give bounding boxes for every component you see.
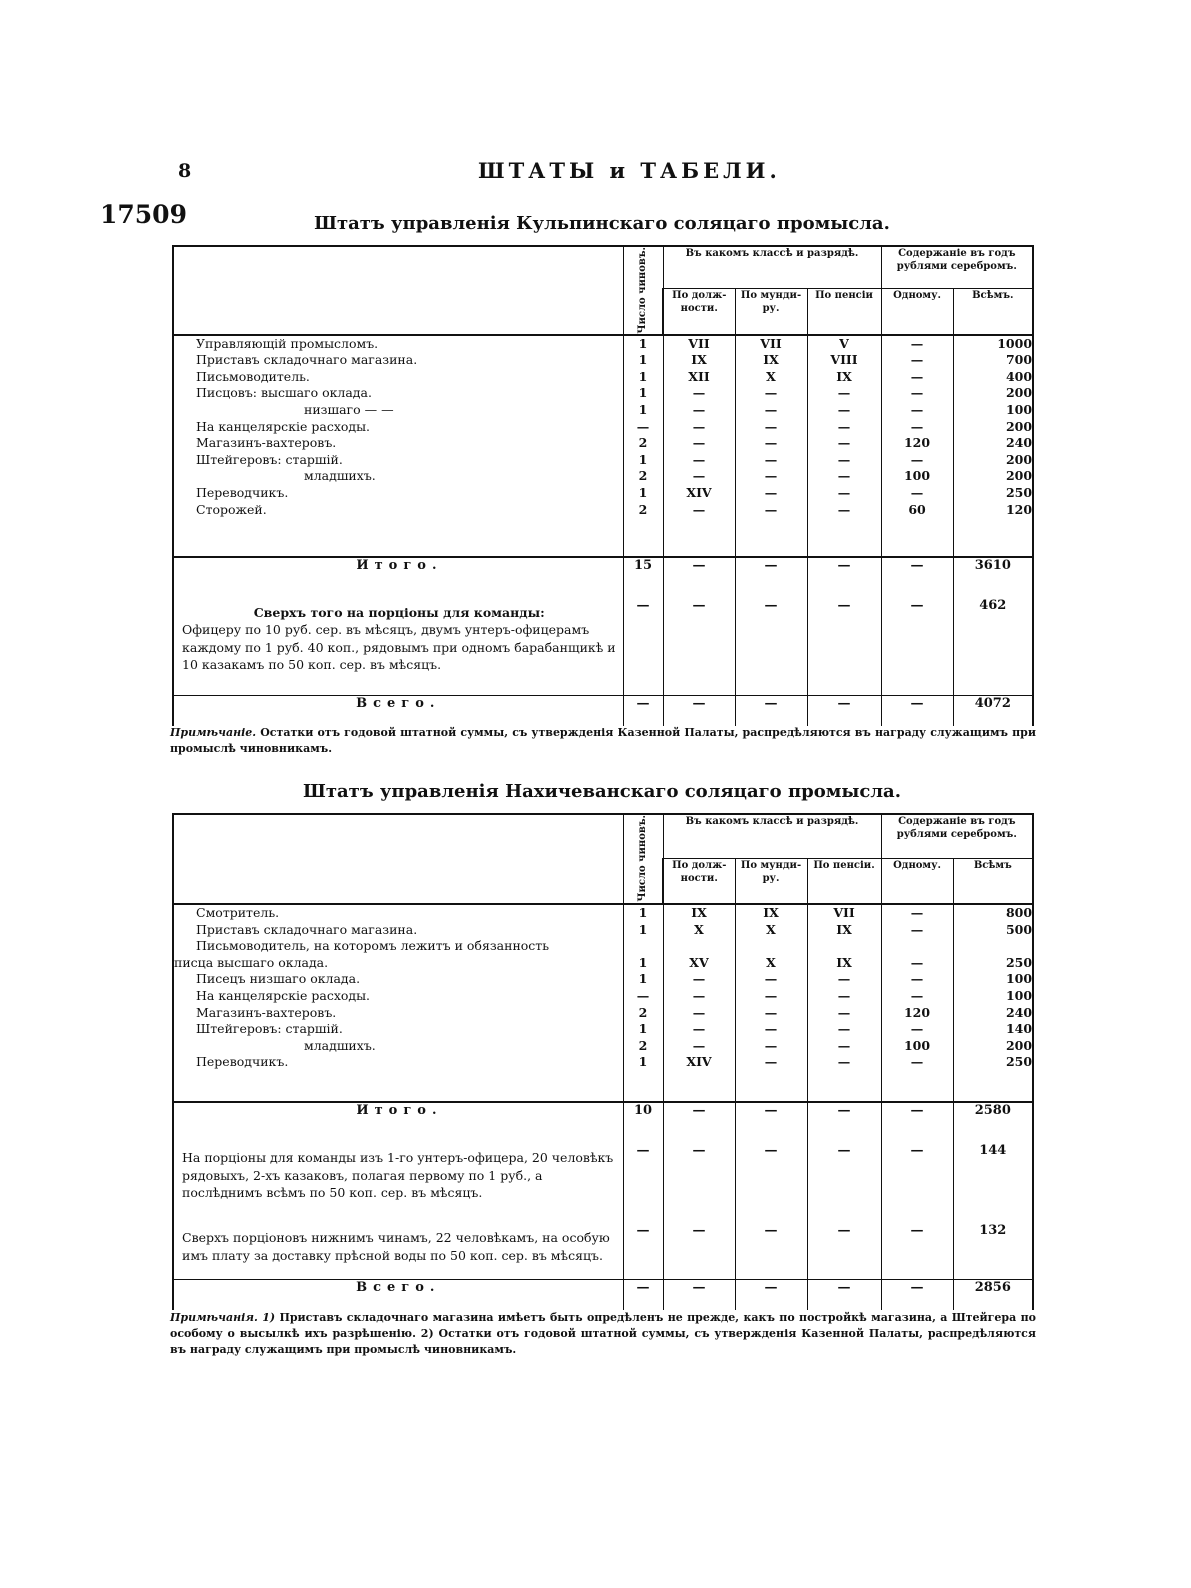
table-cell: — [837,501,851,517]
note-2-label: Примѣчанія. 1) [170,1311,276,1324]
table-cell: 120 [1005,501,1033,517]
table-cell: — [692,435,706,451]
table-cell: — [910,1054,924,1070]
table-cell: 1 [638,368,648,384]
table-cell: — [837,1021,851,1037]
table-cell: 200 [1005,418,1033,434]
extra-heading: Сверхъ того на порціоны для команды: [253,604,545,620]
header-salary-group: Содержаніе въ годъ рублями серебромъ. [881,246,1033,288]
table-cell: — [910,418,924,434]
header-total: Всѣмъ [953,858,1033,904]
header-by-position: По долж-ности. [663,858,735,904]
extra-2-uni: — [735,1223,807,1279]
note-1-text: Остатки отъ годовой штатной суммы, съ утвержденія Казенной Палаты, распредѣляются въ награду служащимъ при промыслѣ чиновникамъ. [170,726,1036,755]
header-total: Всѣмъ. [953,288,1033,334]
table-cell: 400 [1005,368,1033,384]
table-cell: — [837,987,851,1003]
table-cell: — [692,385,706,401]
table-cell: Переводчикъ. [196,1054,289,1070]
itogo-pos: — [663,1102,735,1143]
table-cell: — [692,1004,706,1020]
header-count: Число чиновъ. [623,246,663,335]
table-cell: — [764,1037,778,1053]
table-cell: Письмоводитель. [196,368,310,384]
table-cell: — [910,352,924,368]
vsego-uni: — [735,696,807,727]
vsego-all: 2856 [953,1279,1033,1310]
itogo-pos: — [663,557,735,598]
vsego-label: Всего. [173,696,623,727]
table-title: Штатъ управленія Нахичеванскаго соляцаго промысла. [303,781,901,802]
table-cell: 2 [638,435,648,451]
table-cell: Сторожей. [196,501,267,517]
itogo-uni: — [735,1102,807,1143]
table-cell: Штейгеровъ: старшій. [196,1021,343,1037]
table-cell: XIV [686,1054,712,1070]
table-cell: 240 [1005,435,1033,451]
note-2-text: Приставъ складочнаго магазина имѣетъ быть опредѣленъ не прежде, какъ по постройкѣ магазина, а Штейгера по особому о высылкѣ ихъ разрѣшенію. 2) Остатки отъ годовой штатной суммы, съ утвержденія Казенной Палаты, распредѣляются въ награду служащимъ при промыслѣ чиновникамъ. [170,1311,1036,1356]
table-cell: V [839,335,849,351]
note-1-label: Примѣчаніе. [170,726,257,739]
extra-2-text: Сверхъ порціоновъ нижнимъ чинамъ, 22 человѣкамъ, на особую имъ плату за доставку прѣсной воды по 50 коп. сер. въ мѣсяцъ. [173,1223,623,1279]
table-cell [882,938,953,955]
table-cell: 140 [1005,1021,1033,1037]
itogo-label: Итого. [173,557,623,598]
table-cell: — [764,971,778,987]
itogo-pen: — [807,557,881,598]
table-cell: 250 [1005,1054,1033,1070]
table-cell: 1 [638,485,648,501]
table-cell: — [837,485,851,501]
table-cell: — [764,1021,778,1037]
table-cell: — [692,501,706,517]
table-cell: — [692,1021,706,1037]
extra-row-1 [173,1143,1033,1223]
staff-grid [172,245,1034,726]
table-cell: — [910,368,924,384]
table-cell: 1 [638,905,648,920]
table-cell: 120 [903,435,931,451]
table-cell: 200 [1005,385,1033,401]
table-cell: 500 [1005,921,1033,937]
itogo-count: 15 [623,557,663,598]
table-cell: 2 [638,501,648,517]
table-cell: На канцелярскіе расходы. [196,418,371,434]
table-cell: X [766,368,776,384]
extra-1-one: — [881,1143,953,1223]
table-cell: младшихъ. [304,468,376,484]
itogo-row [173,557,1033,598]
row-class-uniform [735,335,807,557]
table-cell: 1 [638,1021,648,1037]
table-cell: Писецъ низшаго оклада. [196,971,361,987]
header-class-group: Въ какомъ классѣ и разрядѣ. [663,246,881,288]
table-cell: — [692,402,706,418]
table-cell: 100 [1005,402,1033,418]
vsego-pos: — [663,696,735,727]
table-cell: — [764,1054,778,1070]
table-cell: — [692,971,706,987]
table-cell [624,938,663,955]
table-cell: 1 [638,971,648,987]
vsego-count: — [623,1279,663,1310]
table-cell: IX [836,921,852,937]
table-cell: IX [836,954,852,970]
table-cell: IX [836,368,852,384]
header-by-pension: По пенсіи. [807,858,881,904]
table-cell: — [764,402,778,418]
table-cell: — [837,451,851,467]
table-cell: — [837,468,851,484]
table-cell: — [764,435,778,451]
table-cell [808,938,881,955]
extra-all: 462 [953,598,1033,696]
table-cell: Магазинъ-вахтеровъ. [196,1004,337,1020]
vsego-uni: — [735,1279,807,1310]
table-cell: — [910,987,924,1003]
table-cell: 1000 [997,335,1033,351]
extra-1-pos: — [663,1143,735,1223]
vsego-pen: — [807,1279,881,1310]
header-by-position: По долж-ности. [663,288,735,334]
row-salary-all [953,335,1033,557]
extra-one: — [881,598,953,696]
table-cell: IX [763,352,779,368]
vsego-all: 4072 [953,696,1033,727]
header-salary-group: Содержаніе въ годъ рублями серебромъ. [881,814,1033,858]
table-cell [736,938,807,955]
table-cell: 2 [638,468,648,484]
table-cell: X [766,921,776,937]
header-class-group: Въ какомъ классѣ и разрядѣ. [663,814,881,858]
table-cell: Штейгеровъ: старшій. [196,451,343,467]
table-cell: 1 [638,335,648,351]
table-cell: 700 [1005,352,1033,368]
table-cell: 60 [908,501,926,517]
table-cell: 1 [638,954,648,970]
row-class-uniform [735,904,807,1102]
row-names [173,335,623,557]
table-cell: — [837,1054,851,1070]
table-cell: IX [691,352,707,368]
table-cell: 250 [1005,954,1033,970]
table-cell: Писцовъ: высшаго оклада. [196,385,372,401]
itogo-one: — [881,557,953,598]
table-cell: — [910,335,924,351]
extra-row-2 [173,1223,1033,1279]
table-cell: — [837,385,851,401]
table-cell: — [764,385,778,401]
header-count: Число чиновъ. [623,814,663,904]
extra-row [173,598,1033,696]
header-by-pension: По пенсіи [807,288,881,334]
table-cell: 800 [1005,905,1033,920]
extra-1-pen: — [807,1143,881,1223]
itogo-label: Итого. [173,1102,623,1143]
table-cell [664,938,735,955]
table-cell: 1 [638,352,648,368]
table-cell: — [636,418,650,434]
extra-1-count: — [623,1143,663,1223]
table-cell: — [764,468,778,484]
table-cell: — [636,987,650,1003]
table-cell: 1 [638,402,648,418]
extra-2-one: — [881,1223,953,1279]
table-cell: Управляющій промысломъ. [196,335,379,351]
table-cell: 100 [903,1037,931,1053]
table-cell: — [692,1037,706,1053]
row-class-pension [807,904,881,1102]
row-salary-one [881,335,953,557]
table-cell: X [694,921,704,937]
row-names [173,904,623,1102]
table-cell: Приставъ складочнаго магазина. [196,921,418,937]
row-salary-one [881,904,953,1102]
extra-2-all: 132 [953,1223,1033,1279]
staff-grid [172,813,1034,1310]
table-cell: — [910,971,924,987]
running-head: ШТАТЫ и ТАБЕЛИ. [478,158,781,183]
extra-pen: — [807,598,881,696]
table-cell: — [837,1004,851,1020]
law-number: 17509 [100,200,187,229]
table-cell: — [910,402,924,418]
table-cell: — [692,418,706,434]
table-cell: IX [763,905,779,920]
table-cell: — [764,485,778,501]
extra-2-count: — [623,1223,663,1279]
table-cell: — [764,987,778,1003]
extra-text [173,598,623,696]
table-cell: X [766,954,776,970]
extra-2-pen: — [807,1223,881,1279]
table-cell: Переводчикъ. [196,485,289,501]
table-cell: 1 [638,451,648,467]
table-cell: — [764,418,778,434]
table-cell: — [910,485,924,501]
table-cell: XIV [686,485,712,501]
table-cell: — [910,921,924,937]
table-cell: низшаго — — [304,402,394,418]
table-cell: XV [689,954,709,970]
table-cell: 1 [638,1054,648,1070]
header-per-one: Одному. [881,858,953,904]
table-cell: писца высшаго оклада. [174,954,329,970]
table-cell: — [692,468,706,484]
itogo-pen: — [807,1102,881,1143]
row-class-position [663,335,735,557]
table-cell: 1 [638,385,648,401]
row-counts [623,335,663,557]
table-cell: VIII [830,352,858,368]
table-cell: Смотритель. [196,905,280,920]
table-cell: 250 [1005,485,1033,501]
table-cell: 200 [1005,468,1033,484]
table-cell: VII [760,335,782,351]
table-cell: — [837,1037,851,1053]
page-number: 8 [178,160,192,182]
itogo-uni: — [735,557,807,598]
itogo-all: 2580 [953,1102,1033,1143]
vsego-pos: — [663,1279,735,1310]
table-title: Штатъ управленія Кульпинскаго соляцаго промысла. [314,213,890,234]
table-cell: — [910,1021,924,1037]
vsego-one: — [881,1279,953,1310]
itogo-one: — [881,1102,953,1143]
table-cell: — [837,435,851,451]
itogo-count: 10 [623,1102,663,1143]
vsego-pen: — [807,696,881,727]
header-by-uniform: По мунди-ру. [735,288,807,334]
table-cell: Письмоводитель, на которомъ лежитъ и обязанность [196,938,550,954]
row-class-position [663,904,735,1102]
table-cell: — [764,451,778,467]
table-cell: На канцелярскіе расходы. [196,987,371,1003]
row-class-pension [807,335,881,557]
table-cell: 200 [1005,1037,1033,1053]
vsego-row [173,1279,1033,1310]
table-cell: IX [691,905,707,920]
extra-count: — [623,598,663,696]
table-cell: — [910,385,924,401]
table-cell: — [837,971,851,987]
table-cell: — [910,954,924,970]
table-cell: VII [833,905,855,920]
table-cell: 2 [638,1037,648,1053]
extra-body: Офицеру по 10 руб. сер. въ мѣсяцъ, двумъ унтеръ-офицерамъ каждому по 1 руб. 40 коп., рядовымъ при одномъ барабанщикѣ и 10 казакамъ по 50 коп. сер. въ мѣсяцъ. [182,622,616,673]
table-cell: — [764,501,778,517]
note-1 [170,725,1036,757]
table-cell: XII [688,368,710,384]
table-cell: 200 [1005,451,1033,467]
itogo-row [173,1102,1033,1143]
table-cell: — [910,451,924,467]
header-by-uniform: По мунди-ру. [735,858,807,904]
note-2 [170,1310,1036,1358]
vsego-row [173,696,1033,727]
table-cell: Магазинъ-вахтеровъ. [196,435,337,451]
vsego-label: Всего. [173,1279,623,1310]
table-cell: — [764,1004,778,1020]
table-cell: — [837,402,851,418]
extra-pos: — [663,598,735,696]
header-blank [173,814,623,904]
table-cell [954,938,1033,955]
extra-1-uni: — [735,1143,807,1223]
table-cell: — [910,905,924,920]
header-blank [173,246,623,335]
table-cell: — [692,451,706,467]
vsego-one: — [881,696,953,727]
table-cell: 240 [1005,1004,1033,1020]
extra-uni: — [735,598,807,696]
row-counts [623,904,663,1102]
header-per-one: Одному. [881,288,953,334]
table-cell: Приставъ складочнаго магазина. [196,352,418,368]
itogo-all: 3610 [953,557,1033,598]
table-cell: 100 [1005,987,1033,1003]
table-cell: 100 [1005,971,1033,987]
table-cell: 120 [903,1004,931,1020]
table-cell: младшихъ. [304,1037,376,1053]
table-cell: 100 [903,468,931,484]
table-cell: 1 [638,921,648,937]
vsego-count: — [623,696,663,727]
extra-2-pos: — [663,1223,735,1279]
extra-1-text: На порціоны для команды изъ 1-го унтеръ-офицера, 20 человѣкъ рядовыхъ, 2-хъ казаковъ, полагая первому по 1 руб., а послѣднимъ всѣмъ по 50 коп. сер. въ мѣсяцъ. [173,1143,623,1223]
extra-1-all: 144 [953,1143,1033,1223]
table-cell: — [692,987,706,1003]
row-salary-all [953,904,1033,1102]
table-cell: VII [688,335,710,351]
table-cell: 2 [638,1004,648,1020]
table-cell: — [837,418,851,434]
